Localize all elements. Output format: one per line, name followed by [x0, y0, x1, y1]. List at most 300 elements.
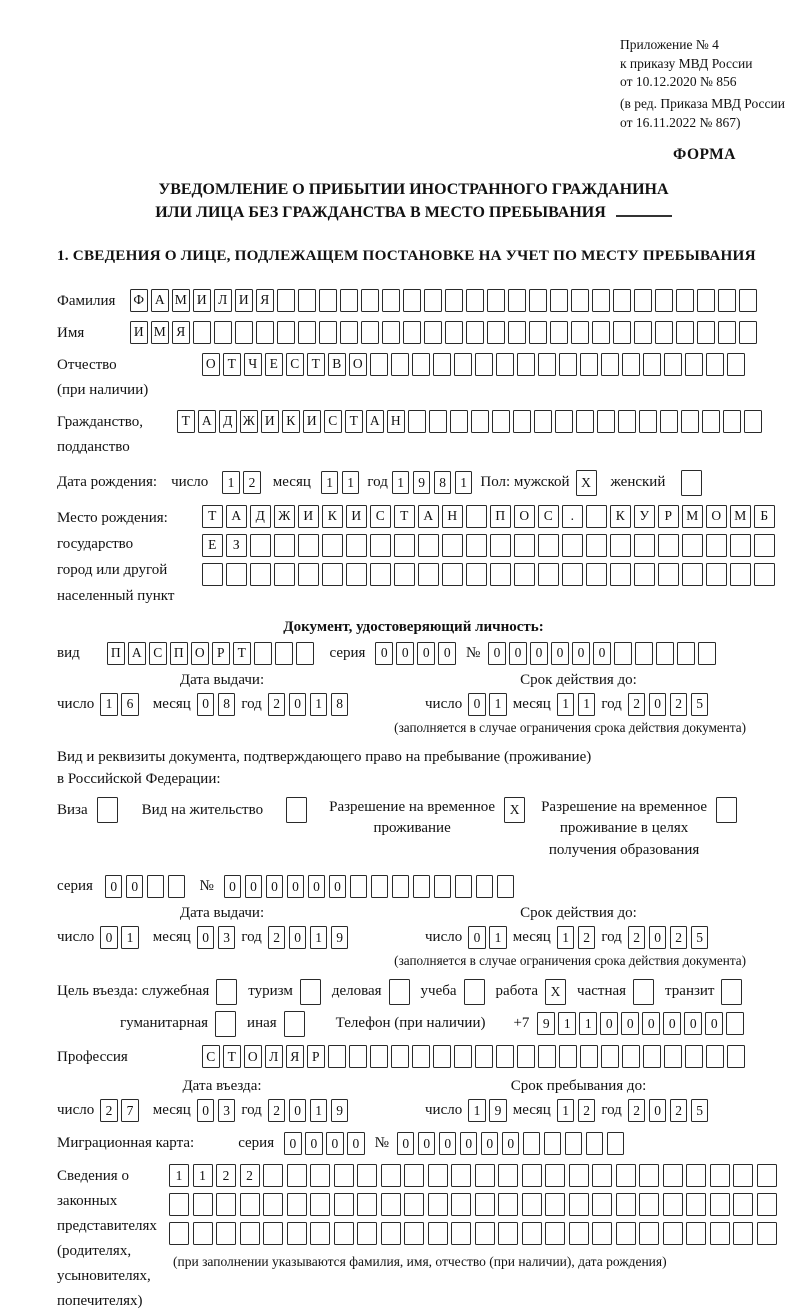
res-issue-month-cells[interactable] — [197, 926, 236, 949]
representatives-cells-row2-cell[interactable] — [498, 1193, 518, 1216]
representatives-cells-row2-cell[interactable] — [381, 1193, 401, 1216]
citizenship-cells-cell[interactable] — [723, 410, 741, 433]
res-valid-month-cells-cell[interactable]: 2 — [578, 926, 596, 949]
citizenship-cells-cell[interactable]: А — [366, 410, 384, 433]
birthplace-cells-row3-cell[interactable] — [442, 563, 463, 586]
temp-residence-checkbox-cell[interactable]: X — [504, 797, 525, 823]
representatives-cells-row1-cell[interactable] — [592, 1164, 612, 1187]
citizenship-cells-cell[interactable]: А — [198, 410, 216, 433]
surname-cells-cell[interactable] — [697, 289, 715, 312]
birthplace-cells-row1-cell[interactable]: О — [706, 505, 727, 528]
id-issue-month-cells[interactable] — [197, 693, 236, 716]
mig-series-cells[interactable] — [284, 1132, 365, 1155]
id-series-cells[interactable] — [375, 642, 456, 665]
phone-cells-cell[interactable]: 1 — [579, 1012, 597, 1035]
id-number-cells-cell[interactable]: 0 — [488, 642, 506, 665]
birthplace-cells-row3-cell[interactable] — [538, 563, 559, 586]
res-valid-year-cells-cell[interactable]: 0 — [649, 926, 667, 949]
id-issue-year-cells-cell[interactable]: 8 — [331, 693, 349, 716]
res-valid-year-cells-cell[interactable]: 2 — [628, 926, 646, 949]
phone-cells-cell[interactable]: 1 — [558, 1012, 576, 1035]
mig-number-cells-cell[interactable]: 0 — [397, 1132, 415, 1155]
representatives-cells-row3-cell[interactable] — [710, 1222, 730, 1245]
res-number-cells-cell[interactable] — [476, 875, 494, 898]
representatives-cells-row3-cell[interactable] — [169, 1222, 189, 1245]
phone-cells-cell[interactable]: 0 — [600, 1012, 618, 1035]
mig-number-cells-cell[interactable] — [565, 1132, 583, 1155]
citizenship-cells-cell[interactable] — [660, 410, 678, 433]
birthplace-cells-row3-cell[interactable] — [322, 563, 343, 586]
phone-cells[interactable] — [537, 1012, 744, 1035]
representatives-cells-row2-cell[interactable] — [216, 1193, 236, 1216]
id-number-cells-cell[interactable]: 0 — [572, 642, 590, 665]
id-issue-day-cells-cell[interactable]: 6 — [121, 693, 139, 716]
purpose-work-checkbox-cell[interactable]: X — [545, 979, 566, 1005]
id-valid-year-cells-cell[interactable]: 2 — [670, 693, 688, 716]
representatives-cells-row2-cell[interactable] — [710, 1193, 730, 1216]
id-issue-month-cells-cell[interactable]: 0 — [197, 693, 215, 716]
given-name-cells-cell[interactable] — [235, 321, 253, 344]
profession-cells-cell[interactable] — [496, 1045, 514, 1068]
given-name-cells-cell[interactable] — [571, 321, 589, 344]
surname-cells-cell[interactable] — [319, 289, 337, 312]
birthplace-cells-row3-cell[interactable] — [418, 563, 439, 586]
mig-number-cells-cell[interactable]: 0 — [418, 1132, 436, 1155]
representatives-cells-row2-cell[interactable] — [639, 1193, 659, 1216]
mig-number-cells-cell[interactable] — [586, 1132, 604, 1155]
patronymic-cells-cell[interactable]: О — [349, 353, 367, 376]
id-issue-day-cells-cell[interactable]: 1 — [100, 693, 118, 716]
citizenship-cells-cell[interactable] — [513, 410, 531, 433]
birthplace-cells-row1-cell[interactable]: М — [682, 505, 703, 528]
representatives-cells-row3-cell[interactable] — [381, 1222, 401, 1245]
birthplace-cells-row1-cell[interactable]: П — [490, 505, 511, 528]
surname-cells-cell[interactable]: И — [235, 289, 253, 312]
representatives-cells-row1-cell[interactable] — [757, 1164, 777, 1187]
representatives-cells-row3-cell[interactable] — [639, 1222, 659, 1245]
profession-cells-cell[interactable] — [622, 1045, 640, 1068]
citizenship-cells-cell[interactable] — [408, 410, 426, 433]
id-valid-month-cells-cell[interactable]: 1 — [557, 693, 575, 716]
purpose-official-checkbox-cell[interactable] — [216, 979, 237, 1005]
phone-cells-cell[interactable]: 0 — [684, 1012, 702, 1035]
birthplace-cells-row1-cell[interactable]: Р — [658, 505, 679, 528]
birth-year-cells-cell[interactable]: 1 — [455, 471, 473, 494]
stay-day-cells-cell[interactable]: 1 — [468, 1099, 486, 1122]
birthplace-cells-row2-cell[interactable] — [370, 534, 391, 557]
res-number-cells-cell[interactable]: 0 — [287, 875, 305, 898]
profession-cells-cell[interactable] — [328, 1045, 346, 1068]
profession-cells-cell[interactable]: О — [244, 1045, 262, 1068]
purpose-study-checkbox[interactable] — [464, 979, 485, 1005]
citizenship-cells-cell[interactable] — [471, 410, 489, 433]
stay-month-cells[interactable] — [557, 1099, 596, 1122]
res-issue-year-cells-cell[interactable]: 9 — [331, 926, 349, 949]
representatives-cells-row1-cell[interactable] — [710, 1164, 730, 1187]
id-valid-month-cells-cell[interactable]: 1 — [578, 693, 596, 716]
patronymic-cells-cell[interactable]: Т — [223, 353, 241, 376]
birthplace-cells-row1-cell[interactable]: О — [514, 505, 535, 528]
birthplace-cells-row3-cell[interactable] — [514, 563, 535, 586]
birthplace-cells-row3-cell[interactable] — [706, 563, 727, 586]
profession-cells-cell[interactable] — [433, 1045, 451, 1068]
purpose-business-checkbox-cell[interactable] — [389, 979, 410, 1005]
birthplace-cells-row1-cell[interactable]: . — [562, 505, 583, 528]
stay-year-cells[interactable] — [628, 1099, 709, 1122]
birthplace-cells-row2-cell[interactable] — [442, 534, 463, 557]
birthplace-cells-row3-cell[interactable] — [346, 563, 367, 586]
profession-cells-cell[interactable] — [643, 1045, 661, 1068]
res-number-cells[interactable] — [224, 875, 515, 898]
entry-month-cells[interactable] — [197, 1099, 236, 1122]
birthplace-cells-row3-cell[interactable] — [250, 563, 271, 586]
given-name-cells-cell[interactable]: М — [151, 321, 169, 344]
given-name-cells[interactable] — [130, 321, 757, 344]
given-name-cells-cell[interactable] — [277, 321, 295, 344]
doc-type-cells-cell[interactable] — [275, 642, 293, 665]
birthplace-cells-row3-cell[interactable] — [562, 563, 583, 586]
doc-type-cells-cell[interactable] — [296, 642, 314, 665]
birthplace-cells-row2-cell[interactable] — [490, 534, 511, 557]
birthplace-cells-row1-cell[interactable]: С — [538, 505, 559, 528]
birthplace-cells-row2-cell[interactable] — [298, 534, 319, 557]
representatives-cells-row1-cell[interactable] — [733, 1164, 753, 1187]
birthplace-cells-row3-cell[interactable] — [274, 563, 295, 586]
doc-type-cells-cell[interactable] — [254, 642, 272, 665]
purpose-humanitarian-checkbox-cell[interactable] — [215, 1011, 236, 1037]
id-valid-day-cells-cell[interactable]: 1 — [489, 693, 507, 716]
birthplace-cells-row1-cell[interactable]: И — [346, 505, 367, 528]
representatives-cells-row2[interactable] — [169, 1193, 777, 1216]
id-valid-year-cells[interactable] — [628, 693, 709, 716]
surname-cells-cell[interactable] — [340, 289, 358, 312]
representatives-cells-row3-cell[interactable] — [404, 1222, 424, 1245]
representatives-cells-row3-cell[interactable] — [310, 1222, 330, 1245]
surname-cells-cell[interactable] — [676, 289, 694, 312]
id-number-cells-cell[interactable]: 0 — [593, 642, 611, 665]
birthplace-cells-row3-cell[interactable] — [754, 563, 775, 586]
representatives-cells-row2-cell[interactable] — [733, 1193, 753, 1216]
representatives-cells-row1-cell[interactable] — [686, 1164, 706, 1187]
representatives-cells-row1-cell[interactable] — [334, 1164, 354, 1187]
representatives-cells-row2-cell[interactable] — [428, 1193, 448, 1216]
patronymic-cells-cell[interactable] — [538, 353, 556, 376]
surname-cells-cell[interactable] — [361, 289, 379, 312]
entry-year-cells-cell[interactable]: 9 — [331, 1099, 349, 1122]
res-series-cells-cell[interactable]: 0 — [126, 875, 144, 898]
representatives-cells-row1-cell[interactable] — [451, 1164, 471, 1187]
id-valid-day-cells-cell[interactable]: 0 — [468, 693, 486, 716]
res-number-cells-cell[interactable]: 0 — [329, 875, 347, 898]
birthplace-cells-row1[interactable] — [202, 505, 775, 528]
patronymic-cells-cell[interactable] — [454, 353, 472, 376]
id-issue-year-cells[interactable] — [268, 693, 349, 716]
res-issue-day-cells-cell[interactable]: 1 — [121, 926, 139, 949]
purpose-tourism-checkbox[interactable] — [300, 979, 321, 1005]
id-series-cells-cell[interactable]: 0 — [396, 642, 414, 665]
birth-month-cells-cell[interactable]: 1 — [342, 471, 360, 494]
representatives-cells-row1-cell[interactable] — [545, 1164, 565, 1187]
profession-cells-cell[interactable] — [391, 1045, 409, 1068]
entry-year-cells-cell[interactable]: 0 — [289, 1099, 307, 1122]
representatives-cells-row1-cell[interactable] — [263, 1164, 283, 1187]
birthplace-cells-row2-cell[interactable] — [250, 534, 271, 557]
patronymic-cells-cell[interactable]: В — [328, 353, 346, 376]
phone-cells-cell[interactable]: 0 — [705, 1012, 723, 1035]
purpose-business-checkbox[interactable] — [389, 979, 410, 1005]
representatives-cells-row1-cell[interactable] — [428, 1164, 448, 1187]
representatives-cells-row3-cell[interactable] — [475, 1222, 495, 1245]
representatives-cells-row3-cell[interactable] — [498, 1222, 518, 1245]
given-name-cells-cell[interactable] — [298, 321, 316, 344]
representatives-cells-row2-cell[interactable] — [522, 1193, 542, 1216]
id-valid-month-cells[interactable] — [557, 693, 596, 716]
representatives-cells-row1-cell[interactable] — [381, 1164, 401, 1187]
temp-residence-edu-checkbox-cell[interactable] — [716, 797, 737, 823]
patronymic-cells-cell[interactable]: Е — [265, 353, 283, 376]
surname-cells-cell[interactable] — [739, 289, 757, 312]
sex-male-checkbox-cell[interactable]: X — [576, 470, 597, 496]
birthplace-cells-row2[interactable] — [202, 534, 775, 557]
res-number-cells-cell[interactable] — [350, 875, 368, 898]
representatives-cells-row2-cell[interactable] — [169, 1193, 189, 1216]
representatives-cells-row1-cell[interactable] — [663, 1164, 683, 1187]
representatives-cells-row3-cell[interactable] — [193, 1222, 213, 1245]
representatives-cells-row3-cell[interactable] — [357, 1222, 377, 1245]
surname-cells-cell[interactable] — [634, 289, 652, 312]
patronymic-cells-cell[interactable]: Т — [307, 353, 325, 376]
patronymic-cells-cell[interactable]: С — [286, 353, 304, 376]
res-number-cells-cell[interactable] — [371, 875, 389, 898]
residence-permit-checkbox[interactable] — [286, 797, 307, 823]
birthplace-cells-row1-cell[interactable]: Т — [202, 505, 223, 528]
patronymic-cells[interactable] — [202, 353, 745, 376]
profession-cells-cell[interactable] — [559, 1045, 577, 1068]
birthplace-cells-row1-cell[interactable]: С — [370, 505, 391, 528]
given-name-cells-cell[interactable] — [508, 321, 526, 344]
patronymic-cells-cell[interactable] — [685, 353, 703, 376]
birthplace-cells-row2-cell[interactable] — [586, 534, 607, 557]
phone-cells-cell[interactable]: 0 — [642, 1012, 660, 1035]
birth-year-cells[interactable] — [392, 471, 473, 494]
patronymic-cells-cell[interactable] — [706, 353, 724, 376]
res-valid-year-cells[interactable] — [628, 926, 709, 949]
purpose-work-checkbox[interactable] — [545, 979, 566, 1005]
citizenship-cells-cell[interactable] — [618, 410, 636, 433]
representatives-cells-row2-cell[interactable] — [569, 1193, 589, 1216]
patronymic-cells-cell[interactable] — [433, 353, 451, 376]
birth-month-cells-cell[interactable]: 1 — [321, 471, 339, 494]
given-name-cells-cell[interactable] — [319, 321, 337, 344]
given-name-cells-cell[interactable] — [361, 321, 379, 344]
id-number-cells-cell[interactable] — [656, 642, 674, 665]
given-name-cells-cell[interactable] — [634, 321, 652, 344]
birthplace-cells-row1-cell[interactable]: У — [634, 505, 655, 528]
profession-cells-cell[interactable] — [475, 1045, 493, 1068]
birthplace-cells-row1-cell[interactable]: А — [226, 505, 247, 528]
given-name-cells-cell[interactable] — [340, 321, 358, 344]
surname-cells-cell[interactable] — [298, 289, 316, 312]
phone-cells-cell[interactable]: 0 — [663, 1012, 681, 1035]
given-name-cells-cell[interactable] — [403, 321, 421, 344]
representatives-cells-row3-cell[interactable] — [428, 1222, 448, 1245]
representatives-cells-row3-cell[interactable] — [545, 1222, 565, 1245]
citizenship-cells-cell[interactable] — [681, 410, 699, 433]
birthplace-cells-row1-cell[interactable]: К — [610, 505, 631, 528]
surname-cells-cell[interactable] — [613, 289, 631, 312]
id-valid-year-cells-cell[interactable]: 2 — [628, 693, 646, 716]
surname-cells-cell[interactable]: Л — [214, 289, 232, 312]
id-valid-day-cells[interactable] — [468, 693, 507, 716]
citizenship-cells-cell[interactable]: И — [261, 410, 279, 433]
surname-cells-cell[interactable]: М — [172, 289, 190, 312]
representatives-cells-row1-cell[interactable]: 1 — [169, 1164, 189, 1187]
profession-cells-cell[interactable]: Л — [265, 1045, 283, 1068]
surname-cells-cell[interactable] — [277, 289, 295, 312]
representatives-cells-row3-cell[interactable] — [216, 1222, 236, 1245]
birthplace-cells-row1-cell[interactable] — [466, 505, 487, 528]
id-number-cells-cell[interactable] — [614, 642, 632, 665]
res-number-cells-cell[interactable]: 0 — [245, 875, 263, 898]
purpose-transit-checkbox[interactable] — [721, 979, 742, 1005]
res-series-cells-cell[interactable] — [168, 875, 186, 898]
id-number-cells-cell[interactable]: 0 — [530, 642, 548, 665]
profession-cells-cell[interactable] — [370, 1045, 388, 1068]
birthplace-cells-row2-cell[interactable]: З — [226, 534, 247, 557]
doc-type-cells-cell[interactable]: А — [128, 642, 146, 665]
res-valid-year-cells-cell[interactable]: 2 — [670, 926, 688, 949]
id-issue-year-cells-cell[interactable]: 0 — [289, 693, 307, 716]
representatives-cells-row3-cell[interactable] — [592, 1222, 612, 1245]
birthplace-cells-row3-cell[interactable] — [298, 563, 319, 586]
representatives-cells-row2-cell[interactable] — [663, 1193, 683, 1216]
patronymic-cells-cell[interactable]: Ч — [244, 353, 262, 376]
res-valid-day-cells[interactable] — [468, 926, 507, 949]
id-issue-year-cells-cell[interactable]: 1 — [310, 693, 328, 716]
entry-month-cells-cell[interactable]: 3 — [218, 1099, 236, 1122]
patronymic-cells-cell[interactable] — [664, 353, 682, 376]
id-number-cells-cell[interactable]: 0 — [551, 642, 569, 665]
birthplace-cells-row3-cell[interactable] — [730, 563, 751, 586]
surname-cells-cell[interactable]: Я — [256, 289, 274, 312]
representatives-cells-row1-cell[interactable]: 1 — [193, 1164, 213, 1187]
id-number-cells[interactable] — [488, 642, 716, 665]
entry-day-cells-cell[interactable]: 7 — [121, 1099, 139, 1122]
representatives-cells-row2-cell[interactable] — [404, 1193, 424, 1216]
birthplace-cells-row3-cell[interactable] — [202, 563, 223, 586]
birthplace-cells-row2-cell[interactable] — [274, 534, 295, 557]
surname-cells-cell[interactable] — [592, 289, 610, 312]
purpose-private-checkbox-cell[interactable] — [633, 979, 654, 1005]
id-series-cells-cell[interactable]: 0 — [375, 642, 393, 665]
citizenship-cells-cell[interactable] — [555, 410, 573, 433]
patronymic-cells-cell[interactable] — [601, 353, 619, 376]
representatives-cells-row1-cell[interactable]: 2 — [240, 1164, 260, 1187]
representatives-cells-row3-cell[interactable] — [522, 1222, 542, 1245]
res-series-cells-cell[interactable] — [147, 875, 165, 898]
birthplace-cells-row1-cell[interactable]: К — [322, 505, 343, 528]
id-series-cells-cell[interactable]: 0 — [438, 642, 456, 665]
citizenship-cells-cell[interactable] — [702, 410, 720, 433]
birthplace-cells-row1-cell[interactable]: И — [298, 505, 319, 528]
id-number-cells-cell[interactable] — [677, 642, 695, 665]
stay-month-cells-cell[interactable]: 2 — [578, 1099, 596, 1122]
profession-cells-cell[interactable]: Р — [307, 1045, 325, 1068]
surname-cells-cell[interactable] — [403, 289, 421, 312]
res-issue-year-cells[interactable] — [268, 926, 349, 949]
res-valid-day-cells-cell[interactable]: 0 — [468, 926, 486, 949]
id-valid-year-cells-cell[interactable]: 5 — [691, 693, 709, 716]
representatives-cells-row1-cell[interactable] — [287, 1164, 307, 1187]
doc-type-cells-cell[interactable]: П — [170, 642, 188, 665]
birth-month-cells[interactable] — [321, 471, 360, 494]
birthplace-cells-row1-cell[interactable]: Д — [250, 505, 271, 528]
given-name-cells-cell[interactable]: И — [130, 321, 148, 344]
birthplace-cells-row3-cell[interactable] — [658, 563, 679, 586]
given-name-cells-cell[interactable] — [424, 321, 442, 344]
representatives-cells-row3-cell[interactable] — [240, 1222, 260, 1245]
given-name-cells-cell[interactable] — [676, 321, 694, 344]
profession-cells[interactable] — [202, 1045, 745, 1068]
birthplace-cells-row3-cell[interactable] — [634, 563, 655, 586]
res-issue-year-cells-cell[interactable]: 0 — [289, 926, 307, 949]
surname-cells-cell[interactable] — [445, 289, 463, 312]
patronymic-cells-cell[interactable] — [475, 353, 493, 376]
res-number-cells-cell[interactable]: 0 — [266, 875, 284, 898]
id-number-cells-cell[interactable] — [635, 642, 653, 665]
mig-number-cells-cell[interactable] — [523, 1132, 541, 1155]
representatives-cells-row1-cell[interactable] — [569, 1164, 589, 1187]
id-series-cells-cell[interactable]: 0 — [417, 642, 435, 665]
given-name-cells-cell[interactable] — [382, 321, 400, 344]
citizenship-cells-cell[interactable] — [639, 410, 657, 433]
citizenship-cells-cell[interactable]: И — [303, 410, 321, 433]
res-number-cells-cell[interactable] — [497, 875, 515, 898]
citizenship-cells-cell[interactable] — [534, 410, 552, 433]
surname-cells-cell[interactable] — [718, 289, 736, 312]
entry-day-cells-cell[interactable]: 2 — [100, 1099, 118, 1122]
given-name-cells-cell[interactable] — [718, 321, 736, 344]
citizenship-cells-cell[interactable]: К — [282, 410, 300, 433]
doc-type-cells-cell[interactable]: С — [149, 642, 167, 665]
representatives-cells-row3-cell[interactable] — [334, 1222, 354, 1245]
doc-type-cells[interactable] — [107, 642, 314, 665]
doc-type-cells-cell[interactable]: Р — [212, 642, 230, 665]
citizenship-cells-cell[interactable] — [429, 410, 447, 433]
birthplace-cells-row1-cell[interactable]: М — [730, 505, 751, 528]
patronymic-cells-cell[interactable] — [580, 353, 598, 376]
given-name-cells-cell[interactable] — [487, 321, 505, 344]
res-issue-year-cells-cell[interactable]: 1 — [310, 926, 328, 949]
id-issue-day-cells[interactable] — [100, 693, 139, 716]
citizenship-cells-cell[interactable] — [450, 410, 468, 433]
given-name-cells-cell[interactable] — [193, 321, 211, 344]
profession-cells-cell[interactable] — [454, 1045, 472, 1068]
surname-cells-cell[interactable] — [508, 289, 526, 312]
citizenship-cells-cell[interactable]: С — [324, 410, 342, 433]
citizenship-cells-cell[interactable] — [744, 410, 762, 433]
representatives-cells-row3-cell[interactable] — [733, 1222, 753, 1245]
res-valid-year-cells-cell[interactable]: 5 — [691, 926, 709, 949]
birthplace-cells-row1-cell[interactable]: Т — [394, 505, 415, 528]
patronymic-cells-cell[interactable] — [622, 353, 640, 376]
mig-number-cells-cell[interactable] — [544, 1132, 562, 1155]
birthplace-cells-row2-cell[interactable] — [730, 534, 751, 557]
profession-cells-cell[interactable] — [664, 1045, 682, 1068]
birthplace-cells-row2-cell[interactable] — [610, 534, 631, 557]
phone-cells-cell[interactable] — [726, 1012, 744, 1035]
res-issue-month-cells-cell[interactable]: 0 — [197, 926, 215, 949]
